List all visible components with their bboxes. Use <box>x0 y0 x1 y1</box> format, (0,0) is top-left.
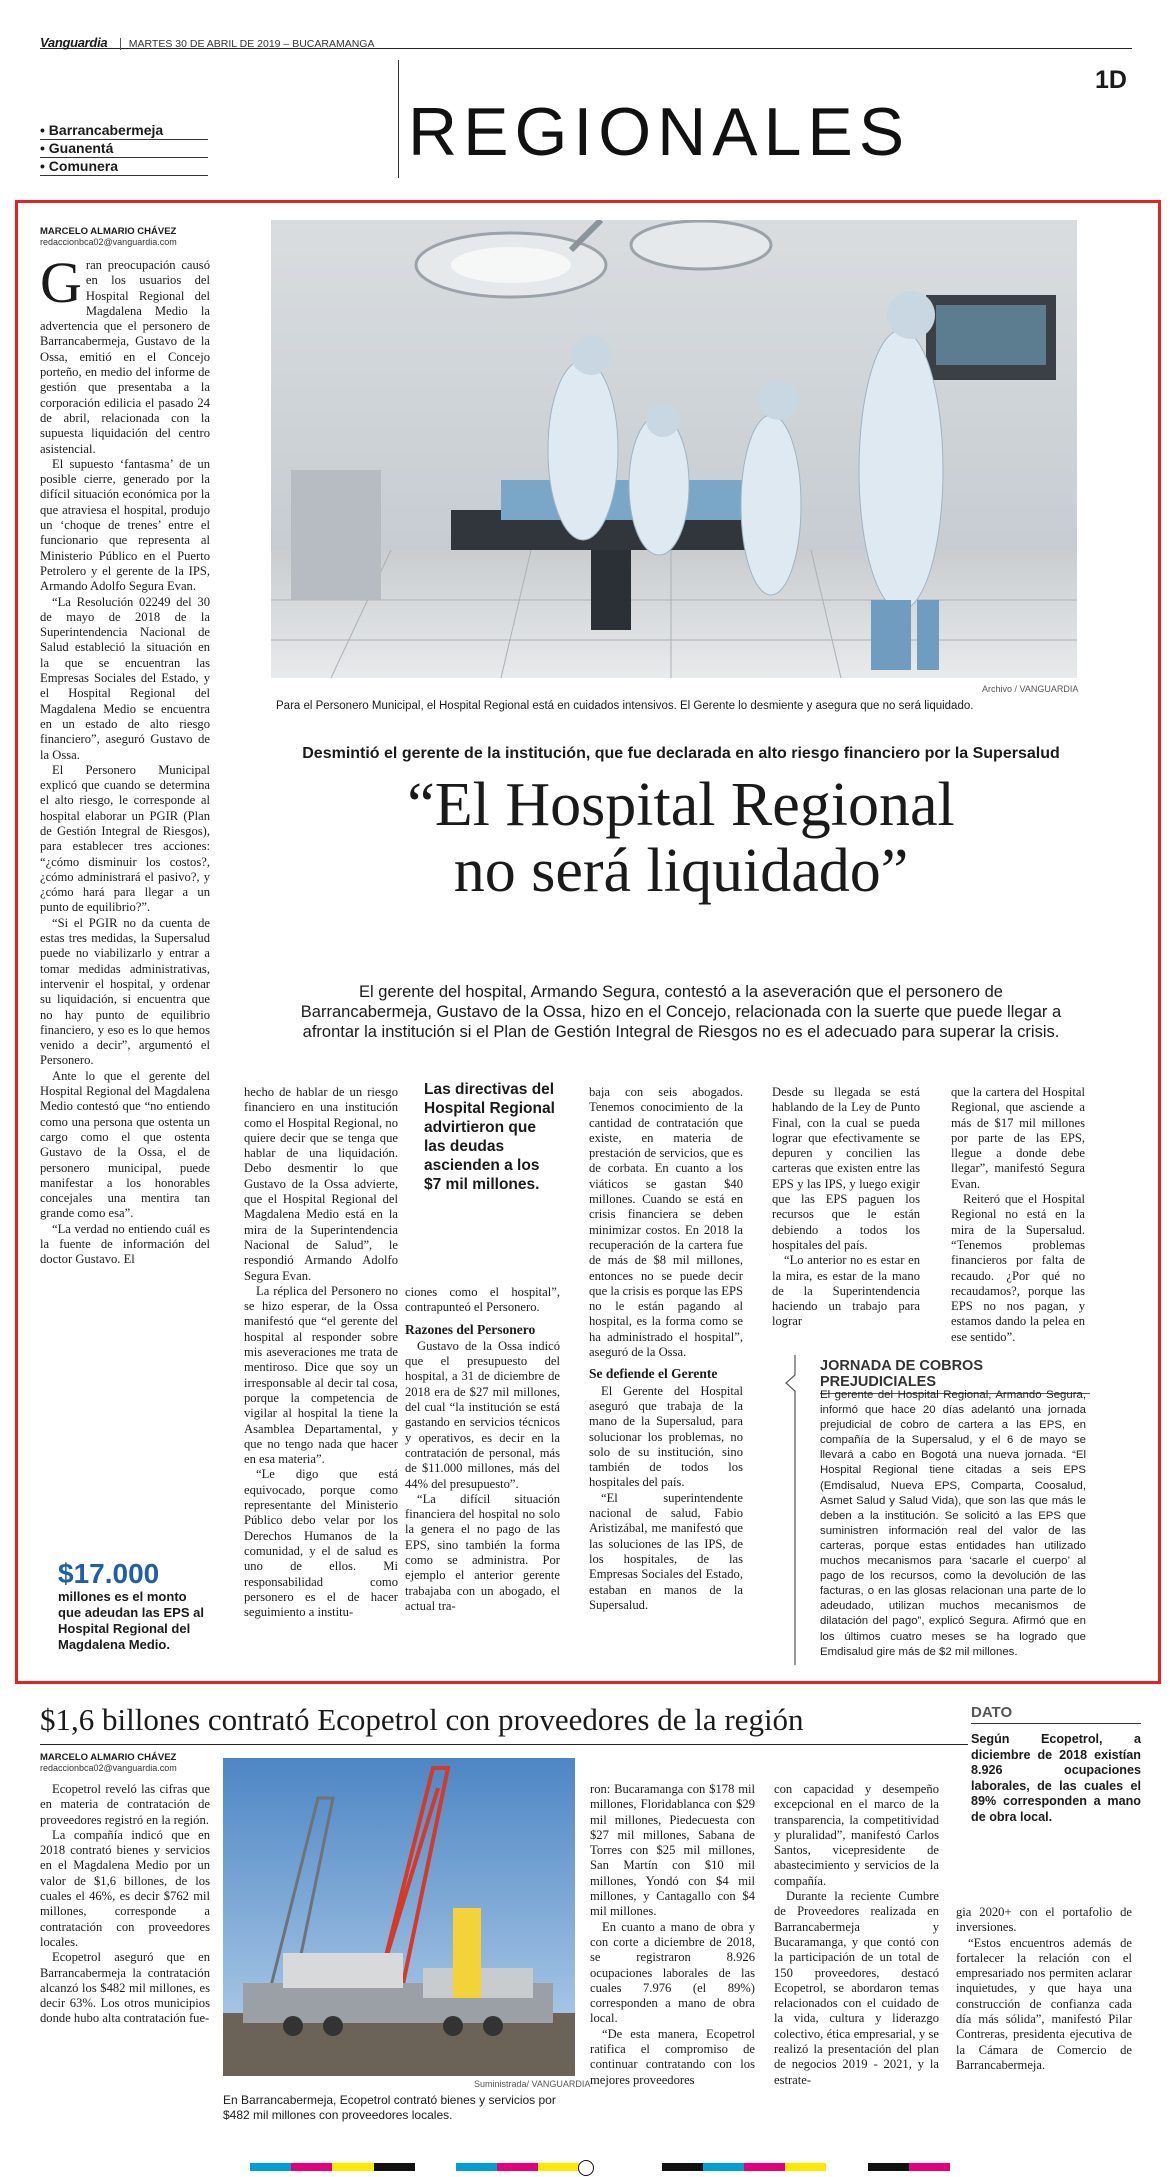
body-paragraph: “La Resolución 02249 del 30 de mayo de 2018 de la Superintendencia Nacional de Salud estableció la situación en la que se encuentran las Empresas Sociales del Estado, y el Hospital Regional del Magdalena Medio se encuentra en un estado de alto riesgo financiero”, aseguró Gustavo de la Ossa. <box>40 594 210 762</box>
second-column-1: Ecopetrol reveló las cifras que en materia de contratación de proveedores registró en la región. La compañía indicó que en 2018 contrató bienes y servicios en el Magdalena Medio por un valor de $1,6 billones, de los cuales el 46%, es decir $762 mil millones, corresponde a contratación con proveedores locales. Ecopetrol aseguró que en Barrancabermeja la contratación alcanzó los $482 mil millones, es decir 63%. Los otros municipios donde hubo alta contratación fue- <box>40 1782 210 2026</box>
sidebar-bracket <box>783 1355 795 1665</box>
byline-name: MARCELO ALMARIO CHÁVEZ <box>40 226 177 237</box>
date-line: MARTES 30 DE ABRIL DE 2019 – BUCARAMANGA <box>120 38 375 50</box>
photo-credit: Archivo / VANGUARDIA <box>982 684 1079 694</box>
section-divider <box>398 60 399 178</box>
brand-logo: Vanguardia <box>40 35 108 50</box>
bracket-icon <box>783 1355 797 1665</box>
lead-paragraph: Gran preocupación causó en los usuarios del Hospital Regional del Magdalena Medio la advertencia que el personero de Barrancabermeja, Gustavo de la Ossa, emitió en el Concejo porteño, en medio del informe de gestión que presentaba a la corporación edilicia el pasado 24 de abril, relacionada con la supuesta liquidación del centro asistencial. <box>40 250 210 456</box>
second-column-5: gia 2020+ con el portafolio de inversiones. “Estos encuentros además de fortalecer la relación con el empresariado nos permiten aclarar inquietudes, y que haya una construcción de confianza cada día más sólida”, manifestó Pilar Contreras, presidenta ejecutiva de la Cámara de Comercio de Barrancabermeja. <box>956 1905 1132 2072</box>
surgery-illustration <box>271 220 1077 678</box>
headline-line: no será liquidado” <box>453 837 909 905</box>
dato-box <box>971 1704 1141 1826</box>
sidebar-title: JORNADA DE COBROS PREJUDICIALES <box>820 1358 1090 1394</box>
byline-email: redaccionbca02@vanguardia.com <box>40 237 177 247</box>
headline-rule <box>40 1744 968 1745</box>
crane-illustration <box>223 1758 575 2076</box>
subsection-item[interactable]: • Barrancabermeja <box>40 122 208 140</box>
deck: El gerente del hospital, Armando Segura, contestó a la aseveración que el personero de Barrancabermeja, Gustavo de la Ossa, hizo en el Concejo, relacionada con la suerte que puede llegar a afrontar la institución si el Plan de Gestión Integral de Riesgos no es el adecuado para superar la crisis. <box>300 983 1062 1041</box>
dato-text: Según Ecopetrol, a diciembre de 2018 existían 8.926 ocupaciones laborales, de las cuales el 89% corresponden a mano de obra local. <box>971 1732 1141 1824</box>
headline <box>276 772 1086 904</box>
body-paragraph: “Si el PGIR no da cuenta de estas tres medidas, la Supersalud puede no viabilizarlo y entrar a tomar medidas administrativas, intervenir el hospital, y ordenar su liquidación, si encuentra que no hay punto de equilibrio financiero, y eso es lo que hemos venido a decir”, argumentó el Personero. <box>40 915 210 1068</box>
article-column-1 <box>40 250 210 1268</box>
masthead <box>40 34 1132 49</box>
section-title: REGIONALES <box>408 94 911 170</box>
subsection-list <box>40 122 208 176</box>
article-column-5: Desde su llegada se está hablando de la Ley de Punto Final, con la cual se pueda lograr que efectivamente se depuren y concilien las carteras que existen entre las EPS y las IPS, y luego exigir que las EPS paguen los recursos que le están debiendo a todos los hospitales del país. “Lo anterior no es estar en la mira, es estar de la mano de la Superintendencia haciendo un trabajo para lograr <box>772 1085 920 1329</box>
ecopetrol-crane-photo <box>223 1758 575 2076</box>
registration-mark-icon <box>578 2160 594 2176</box>
registration-bar <box>250 2163 950 2171</box>
byline-email: redaccionbca02@vanguardia.com <box>40 1763 177 1773</box>
byline <box>40 226 210 247</box>
subsection-item[interactable]: • Guanentá <box>40 140 208 158</box>
kicker: Desmintió el gerente de la institución, que fue declarada en alto riesgo financiero por la Supersalud <box>302 745 1060 762</box>
article-column-3: ciones como el hospital”, contrapunteó el Personero. Razones del Personero Gustavo de la Ossa indicó que el presupuesto del hospital, a 31 de diciembre de 2018 era de $27 mil millones, del cual “la institución se está gastando en servicios técnicos y operativos, es decir en la contratación de personal, más de $11.000 millones, más del 44% del presupuesto”. “La difícil situación financiera del hospital no solo la genera el no pago de las EPS, sino también la forma como se administra. Por ejemplo el anterior gerente trabajaba con un abogado, el actual tra- <box>405 1285 560 1613</box>
second-column-4: con capacidad y desempeño excepcional en el marco de la transparencia, la competitividad y pluralidad”, manifestó Carlos Santos, vicepresidente de abastecimiento y servicios de la compañía. Durante la reciente Cumbre de Proveedores realizada en Barrancabermeja y Bucaramanga, y que contó con la participación de un total de 150 proveedores, destacó Ecopetrol, se abordaron temas relacionados con el cuidado de la vida, cultura y liderazgo colectivo, ética empresarial, y se realizó la presentación del plan de negocios 2019 - 2021, y la estrate- <box>774 1782 939 2087</box>
byline-second <box>40 1752 210 1773</box>
body-paragraph: “La verdad no entiendo cuál es la fuente de información del doctor Gustavo. El <box>40 1221 210 1267</box>
sidebar-text: El gerente del Hospital Regional, Armando Segura, informó que hace 20 días adelantó una jornada prejudicial de cobro de cartera a las EPS, en compañía de la Supersalud, y el 6 de mayo se llevará a cabo en Bogotá una nueva jornada. “El Hospital Regional tiene citadas a seis EPS (Emdisalud, Nueva EPS, Comparta, Coosalud, Asmet Salud y Salud Vida), que son las que más le deben a la institución. Se solicitó a las EPS que suministren información real del valor de las carteras, porque estas entidades han utilizado muchos mecanismos para ‘sacarle el cuerpo’ al pago de los recursos, como la devolución de las facturas, o en las glosas relacionan una parte de lo adeudado, utilizan muchos mecanismos de dilatación del pago”, explicó Segura. Afirmó que en los últimos cuatro meses se ha logrado que Emdisalud gire más de $2 mil millones. <box>820 1389 1086 1658</box>
dropcap: G <box>40 250 82 315</box>
pull-quote: Las directivas del Hospital Regional advirtieron que las deudas ascienden a los $7 mil millones. <box>424 1081 555 1193</box>
byline-name: MARCELO ALMARIO CHÁVEZ <box>40 1752 177 1763</box>
stat-value: $17.000 <box>58 1558 160 1589</box>
body-paragraph: Ante lo que el gerente del Hospital Regional del Magdalena Medio contestó que “no entiendo como una persona que ostenta un cargo como el que ostenta Gustavo de la Ossa, el de personero municipal, puede manifestar a los honorables concejales una mentira tan grande como esa”. <box>40 1068 210 1221</box>
page-number: 1D <box>1095 66 1127 94</box>
photo-credit-second: Suministrada/ VANGUARDIA <box>474 2079 591 2089</box>
second-column-3: ron: Bucaramanga con $178 mil millones, Floridablanca con $29 mil millones, Piedecuesta con $27 mil millones, Sabana de Torres con $25 mil millones, San Martín con $10 mil millones, Yondó con $4 mil millones, y Cantagallo con $4 mil millones. En cuanto a mano de obra y con corte a diciembre de 2018, se registraron 8.926 ocupaciones laborales de las cuales 7.976 (el 89%) corresponden a mano de obra local. “De esta manera, Ecopetrol ratifica el compromiso de continuar contratando con los mejores proveedores <box>590 1782 755 2087</box>
stat-box <box>58 1559 208 1653</box>
article-column-2: hecho de hablar de un riesgo financiero en una institución como el Hospital Regional, no quiere decir que se tenga que hablar de una liquidación. Debo desmentir lo que Gustavo de la Ossa advierte, que el Hospital Regional del Magdalena Medio está en la mira de la Superintendencia Nacional de Salud”, le respondió Armando Adolfo Segura Evan. La réplica del Personero no se hizo esperar, de la Ossa manifestó que “el gerente del hospital al responder sobre mis aseveraciones me trata de mentiroso. Dice que soy un irresponsable al decir tal cosa, porque la competencia de vigilar al hospital la tiene la Asamblea Departamental, y que no tengo nada que hacer en esa materia”. “Le digo que está equivocado, porque como representante del Ministerio Público debo velar por los Derechos Humanos de la comunidad, y el de salud es uno de ellos. Mi responsabilidad como personero es el de hacer seguimiento a institu- <box>244 1085 398 1620</box>
article-column-4: baja con seis abogados. Tenemos conocimiento de la cantidad de contratación que existe, en materia de prestación de servicios, que es de corbata. En cuanto a los viáticos se gastan $40 millones. Cuando se está en crisis financiera se deben minimizar costos. En 2018 la recuperación de la cartera fue de más de $8 mil millones, entonces no se puede decir que la crisis es porque las EPS no le están pagando al hospital, es la forma como se ha administrado el hospital”, aseguró de la Ossa. Se defiende el Gerente El Gerente del Hospital aseguró que trabaja de la mano de la Supersalud, para solucionar los problemas, no solo de su institución, sino también de todos los hospitales del país. “El superintendente nacional de salud, Fabio Aristizábal, me manifestó que las soluciones de las IPS, de los hospitales, de las Empresas Sociales del Estado, estaban en manos de la Supersalud. <box>589 1085 743 1612</box>
dato-title: DATO <box>971 1704 1141 1724</box>
subhead: Se defiende el Gerente <box>589 1366 718 1382</box>
body-paragraph: El supuesto ‘fantasma’ de un posible cierre, generado por la difícil situación económica por la que atraviesa el hospital, produjo un ‘choque de trenes’ entre el funcionario que representa al Ministerio Público en el Puerto Petrolero y el gerente de la IPS, Armando Adolfo Segura Evan. <box>40 456 210 594</box>
second-headline: $1,6 billones contrató Ecopetrol con proveedores de la región <box>40 1702 804 1737</box>
subhead: Razones del Personero <box>405 1321 536 1337</box>
subsection-item[interactable]: • Comunera <box>40 158 208 176</box>
photo-caption: Para el Personero Municipal, el Hospital Regional está en cuidados intensivos. El Gerente lo desmiente y asegura que no será liquidado. <box>276 700 974 712</box>
body-paragraph: El Personero Municipal explicó que cuando se determina el alto riesgo, le corresponde al hospital elaborar un PGIR (Plan de Gestión Integral de Riesgos), para establecer tres acciones: “¿cómo disminuir los costos?, ¿cómo administrará el pasivo?, y ¿cómo hará para llegar a un punto de equilibrio?”. <box>40 762 210 915</box>
photo-caption-second: En Barrancabermeja, Ecopetrol contrató bienes y servicios por $482 mil millones con proveedores locales. <box>223 2093 556 2122</box>
headline-line: “El Hospital Regional <box>407 771 955 839</box>
article-column-6: que la cartera del Hospital Regional, que asciende a más de $17 mil millones por parte de las EPS, llegue a donde debe llegar”, manifestó Segura Evan. Reiteró que el Hospital Regional no está en la mira de la Supersalud. “Tenemos problemas financieros por falta de recaudo. ¿Por qué no recaudamos?, porque las EPS no nos pagan, y estamos dando la pelea en ese sentido”. <box>951 1085 1085 1344</box>
hospital-surgery-photo <box>271 220 1077 678</box>
stat-text: millones es el monto que adeudan las EPS al Hospital Regional del Magdalena Medio. <box>58 1589 204 1652</box>
